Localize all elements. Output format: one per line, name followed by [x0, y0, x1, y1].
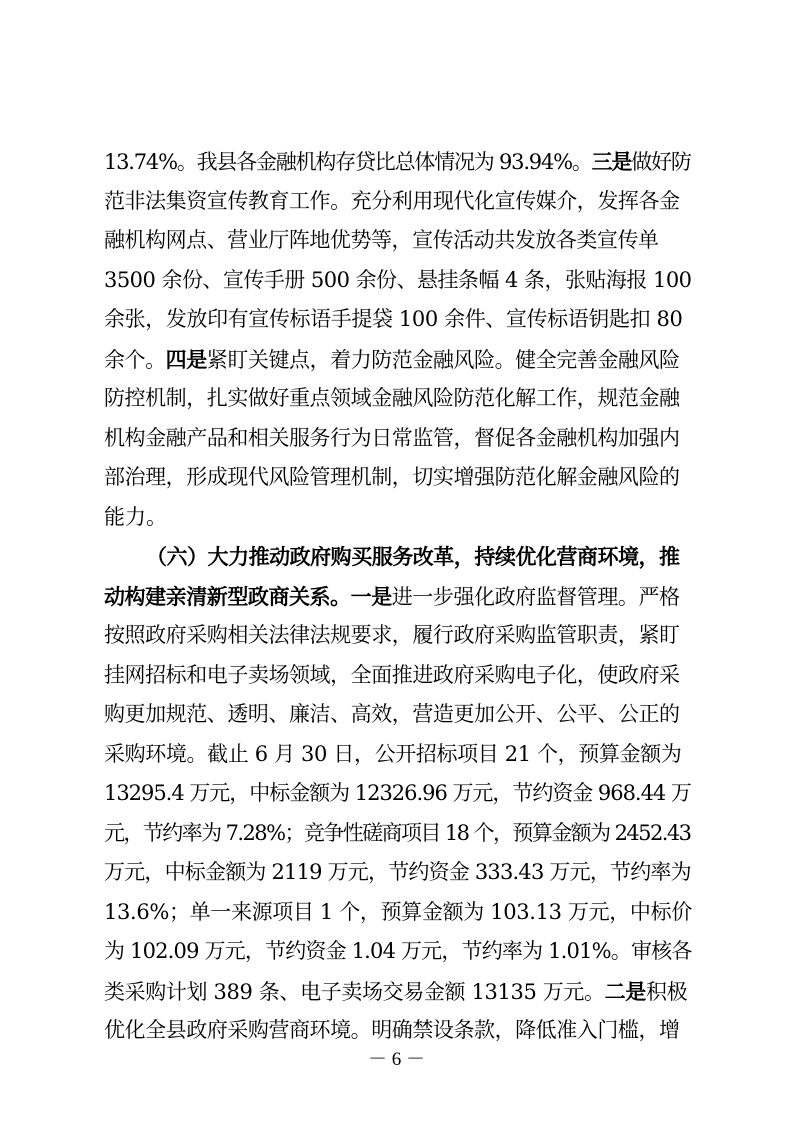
text-line [104, 458, 704, 498]
bold-text: 动构建亲清新型政商关系。 [104, 583, 351, 609]
text-line [104, 695, 704, 735]
body-text [104, 142, 704, 1051]
text-run: 元，节约率为 7.28%；竞争性磋商项目 18 个，预算金额为 2452.43 [104, 820, 691, 845]
text-line [104, 221, 704, 261]
text-run: 防控机制，扎实做好重点领域金融风险防范化解工作，规范金融 [104, 386, 680, 410]
bold-text: 三是 [591, 149, 632, 174]
text-run: 余张，发放印有宣传标语手提袋 100 余件、宣传标语钥匙扣 80 [104, 307, 683, 331]
text-run: 融机构网点、营业厅阵地优势等，宣传活动共发放各类宣传单 [104, 228, 659, 252]
text-line [104, 142, 704, 182]
text-run: 积极 [645, 979, 688, 1004]
bold-text: 二是 [604, 978, 646, 1004]
text-run: 机构金融产品和相关服务行为日常监管，督促各金融机构加强内 [104, 425, 680, 450]
text-line [104, 932, 704, 972]
text-line [104, 616, 704, 656]
text-line [104, 419, 704, 459]
text-line [104, 853, 704, 893]
text-run: 13.6%；单一来源项目 1 个，预算金额为 103.13 万元，中标价 [104, 899, 692, 924]
text-run: 13.74%。我县各金融机构存贷比总体情况为 93.94%。 [104, 150, 592, 174]
text-run: 优化全县政府采购营商环境。明确禁设条款，降低准入门槛，增 [104, 1018, 680, 1042]
bold-text: 四是 [165, 346, 207, 372]
text-line [104, 735, 704, 775]
text-run: 13295.4 万元，中标金额为 12326.96 万元，节约资金 968.44 万 [104, 781, 691, 805]
text-run: 能力。 [104, 504, 167, 529]
text-run: 紧盯关键点，着力防范金融风险。健全完善金融风险 [206, 347, 680, 372]
bold-text: （六）大力推动政府购买服务改革，持续优化营商环境，推 [146, 544, 680, 569]
text-line [104, 340, 704, 380]
text-line [104, 498, 704, 538]
text-line [104, 774, 704, 814]
text-line [104, 814, 704, 854]
text-run: 万元，中标金额为 2119 万元，节约资金 333.43 万元，节约率为 [104, 860, 691, 884]
text-line [104, 182, 704, 222]
text-line [104, 300, 704, 340]
text-run: 按照政府采购相关法律法规要求，履行政府采购监管职责，紧盯 [104, 623, 680, 647]
text-run: 采购环境。截止 6 月 30 日，公开招标项目 21 个，预算金额为 [104, 741, 682, 766]
text-run: 为 102.09 万元，节约资金 1.04 万元，节约率为 1.01%。审核各 [104, 939, 692, 963]
text-line [104, 577, 704, 617]
text-line [104, 972, 704, 1012]
text-line [104, 893, 704, 933]
text-run: 余个。 [104, 347, 166, 372]
text-line [104, 656, 704, 696]
text-run: 范非法集资宣传教育工作。充分利用现代化宣传媒介，发挥各金 [104, 188, 680, 213]
bold-text: 一是 [350, 583, 392, 609]
text-run: 3500 余份、宣传手册 500 余份、悬挂条幅 4 条，张贴海报 100 [104, 267, 692, 292]
text-run: 做好防 [631, 150, 691, 174]
text-run: 挂网招标和电子卖场领域，全面推进政府采购电子化，使政府采 [104, 662, 680, 687]
text-line [104, 537, 704, 577]
text-line [104, 379, 704, 419]
text-run: 购更加规范、透明、廉洁、高效，营造更加公开、公平、公正的 [104, 702, 680, 726]
text-run: 类采购计划 389 条、电子卖场交易金额 13135 万元。 [104, 979, 605, 1004]
text-line [104, 1011, 704, 1051]
text-line [104, 261, 704, 301]
page-number: － 6 － [367, 1049, 425, 1070]
text-run: 进一步强化政府监督管理。严格 [391, 584, 680, 609]
text-run: 部治理，形成现代风险管理机制，切实增强防范化解金融风险的 [104, 465, 680, 489]
